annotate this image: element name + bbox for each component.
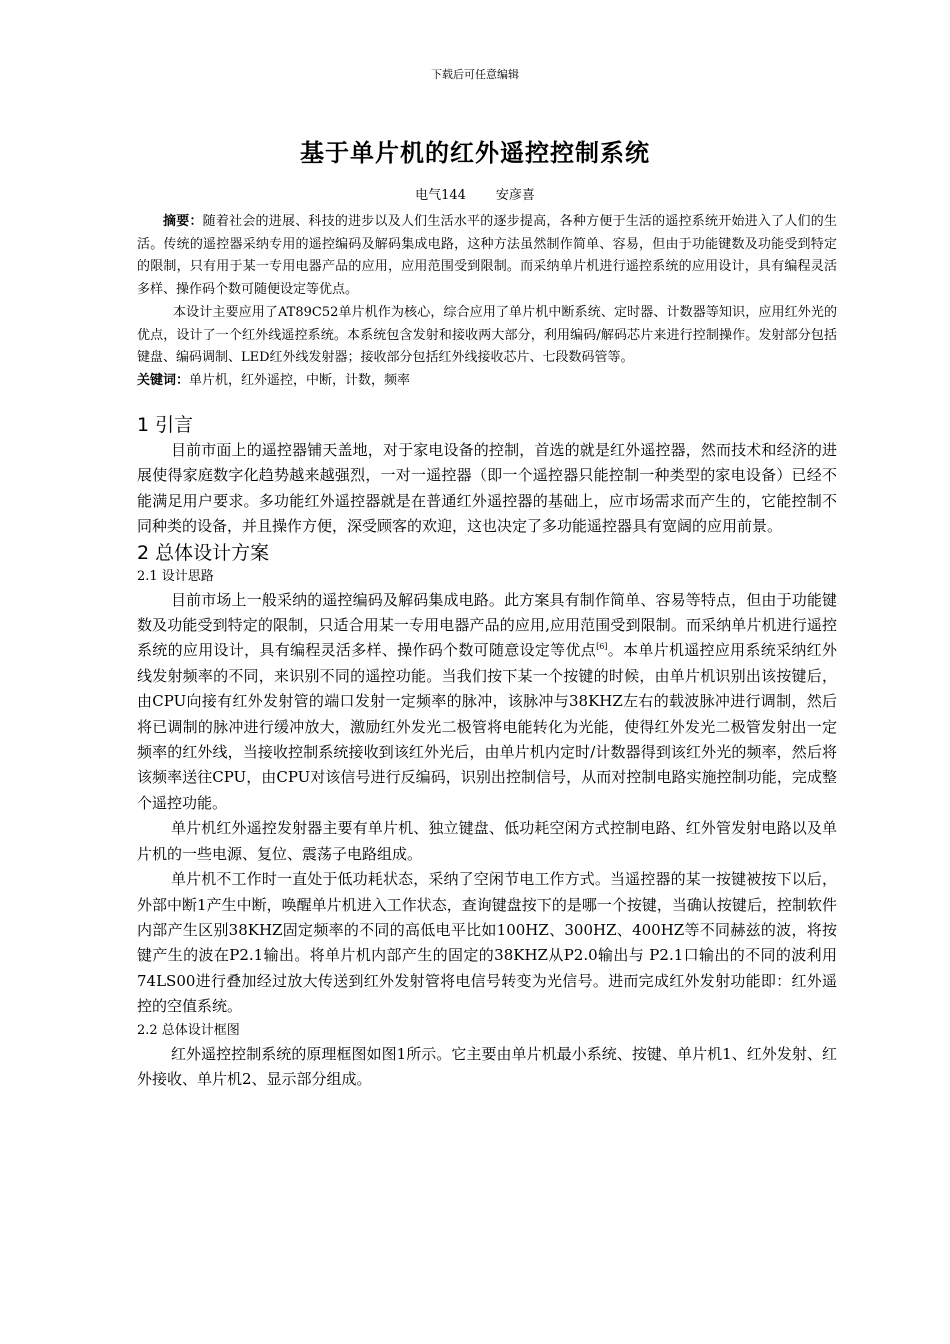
keywords-text: 单片机，红外遥控，中断，计数，频率 — [189, 372, 411, 388]
abstract-text: 随着社会的进展、科技的进步以及人们生活水平的逐步提高，各种方便于生活的遥控系统开始进入了人们的生活。传统的遥控器采纳专用的遥控编码及解码集成电路，这种方法虽然制作简单、容易，但由于功能键数及功能受到特定的限制，只有用于某一专用电器产品的应用，应用范围受到限制。而采纳单片机进行遥控系统的应用设计，具有编程灵活多样、操作码个数可随便设定等优点。 — [137, 214, 837, 298]
abstract-section — [137, 211, 837, 393]
section-2-1-paragraph-1 — [137, 588, 837, 817]
header-note: 下载后可任意编辑 — [431, 68, 519, 81]
section-2-2-paragraph: 红外遥控控制系统的原理框图如图1所示。它主要由单片机最小系统、按键、单片机1、红外发射、红外接收、单片机2、显示部分组成。 — [137, 1044, 837, 1088]
paragraph-text: 目前市场上一般采纳的遥控编码及解码集成电路。此方案具有制作简单、容易等特点，但由于功能键数及功能受到特定的限制，只适合用某一专用电器产品的应用,应用范围受到限制。而采纳单片机进行遥控系统的应用设计，具有编程灵活多样、操作码个数可随意设定等优点 — [137, 590, 837, 660]
abstract-label: 摘要： — [163, 214, 203, 229]
subsection-2-1-heading: 2.1 设计思路 — [137, 568, 214, 584]
body-section — [137, 412, 837, 1092]
author-class: 电气144 — [415, 188, 466, 203]
section-2-1-paragraph-3: 单片机不工作时一直处于低功耗状态，采纳了空闲节电工作方式。当遥控器的某一按键被按下以后，外部中断1产生中断，唤醒单片机进入工作状态，查询键盘按下的是哪一个按键，当确认按键后，控制软件内部产生区别38KHZ固定频率的不同的高低电平比如100HZ、300HZ、400HZ等不同赫兹的波，将按键产生的波在P2.1输出。将单片机内部产生的固定的38KHZ从P2.0输出与 P2.1口输出的不同的波利用74LS00进行叠加经过放大传送到红外发射管将电信号转变为光信号。进而完成红外发射功能即：红外遥控的空值系统。 — [137, 870, 837, 1016]
author-name: 安彦喜 — [495, 188, 535, 203]
section-1-heading: 1 引言 — [137, 414, 194, 436]
keywords-line — [137, 370, 837, 393]
section-1-paragraph: 目前市面上的遥控器铺天盖地，对于家电设备的控制，首选的就是红外遥控器，然而技术和经济的进展使得家庭数字化趋势越来越强烈，一对一遥控器（即一个遥控器只能控制一种类型的家电设备）已经不能满足用户要求。多功能红外遥控器就是在普通红外遥控器的基础上，应市场需求而产生的，它能控制不同种类的设备，并且操作方便，深受顾客的欢迎，这也决定了多功能遥控器具有宽阔的应用前景。 — [137, 441, 837, 536]
author-line — [0, 184, 950, 203]
abstract-paragraph-2: 本设计主要应用了AT89C52单片机作为核心，综合应用了单片机中断系统、定时器、计数器等知识，应用红外光的优点，设计了一个红外线遥控系统。本系统包含发射和接收两大部分，利用编码/解码芯片来进行控制操作。发射部分包括键盘、编码调制、LED红外线发射器；接收部分包括红外线接收芯片、七段数码管等。 — [137, 304, 837, 366]
section-2-heading: 2 总体设计方案 — [137, 541, 270, 564]
section-2-1-paragraph-2: 单片机红外遥控发射器主要有单片机、独立键盘、低功耗空闲方式控制电路、红外管发射电路以及单片机的一些电源、复位、震荡子电路组成。 — [137, 819, 837, 863]
abstract-paragraph — [137, 211, 837, 302]
subsection-2-2-heading: 2.2 总体设计框图 — [137, 1022, 240, 1038]
paper-title: 基于单片机的红外遥控控制系统 — [300, 139, 650, 167]
keywords-label: 关键词： — [137, 372, 190, 388]
paragraph-text-cont: 。本单片机遥控应用系统采纳红外线发射频率的不同，来识别不同的遥控功能。当我们按下某一个按键的时候，由单片机识别出该按键后，由CPU向接有红外发射管的端口发射一定频率的脉冲，该脉冲与38KHZ左右的载波脉冲进行调制，然后将已调制的脉冲进行缓冲放大，激励红外发光二极管将电能转化为光能，使得红外发光二极管发射出一定频率的红外线，当接收控制系统接收到该红外光后，由单片机内定时/计数器得到该红外光的频率，然后将该频率送往CPU，由CPU对该信号进行反编码，识别出控制信号，从而对控制电路实施控制功能，完成整个遥控功能。 — [137, 641, 837, 812]
citation-marker: [6] — [596, 642, 608, 652]
